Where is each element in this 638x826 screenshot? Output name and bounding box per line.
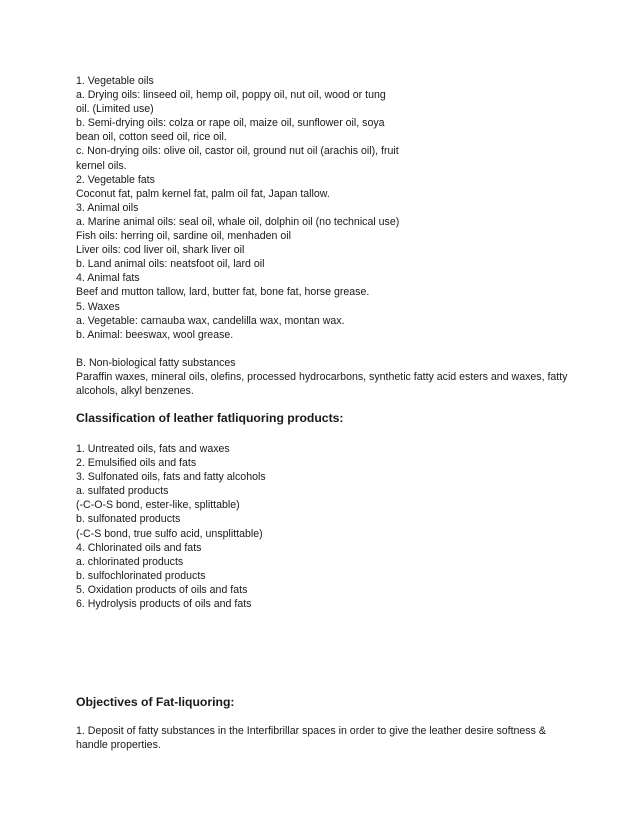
list-item: bean oil, cotton seed oil, rice oil. (76, 131, 227, 144)
list-item: b. Animal: beeswax, wool grease. (76, 328, 234, 341)
list-item: 2. Emulsified oils and fats (76, 457, 197, 470)
classification-section (76, 410, 576, 611)
non-biological-section (76, 356, 576, 398)
list-item: 4. Animal fats (76, 272, 140, 285)
list-item: 6. Hydrolysis products of oils and fats (76, 598, 252, 611)
section-title: B. Non-biological fatty substances (76, 357, 236, 369)
list-item: 1. Vegetable oils (76, 75, 154, 87)
list-item: a. chlorinated products (76, 555, 184, 568)
sources-section (76, 74, 576, 342)
list-item: b. sulfochlorinated products (76, 569, 206, 582)
section-text: Paraffin waxes, mineral oils, olefins, processed hydrocarbons, synthetic fatty acid esters and waxes, fatty alcohols, alkyl benzenes. (76, 371, 568, 398)
list-item: b. Semi-drying oils: colza or rape oil, maize oil, sunflower oil, soya (76, 117, 385, 130)
list-item: (-C-O-S bond, ester-like, splittable) (76, 499, 240, 512)
list-item: (-C-S bond, true sulfo acid, unsplittable) (76, 527, 263, 540)
list-item: 3. Animal oils (76, 201, 139, 214)
objectives-section (76, 694, 576, 752)
list-item: Fish oils: herring oil, sardine oil, menhaden oil (76, 230, 291, 243)
list-item: 1. Untreated oils, fats and waxes (76, 443, 230, 455)
section-heading: Classification of leather fatliquoring products: (76, 411, 344, 425)
list-item: Beef and mutton tallow, lard, butter fat, bone fat, horse grease. (76, 286, 370, 299)
list-item: 3. Sulfonated oils, fats and fatty alcohols (76, 471, 266, 484)
list-item: oil. (Limited use) (76, 103, 154, 116)
list-item: a. Drying oils: linseed oil, hemp oil, poppy oil, nut oil, wood or tung (76, 89, 386, 102)
list-item: b. Land animal oils: neatsfoot oil, lard oil (76, 258, 265, 271)
list-item: kernel oils. (76, 159, 127, 172)
section-text: 1. Deposit of fatty substances in the Interfibrillar spaces in order to give the leather desire softness & handle properties. (76, 725, 546, 752)
list-item: 4. Chlorinated oils and fats (76, 541, 202, 554)
list-item: b. sulfonated products (76, 513, 181, 526)
list-item: c. Non-drying oils: olive oil, castor oil, ground nut oil (arachis oil), fruit (76, 145, 399, 158)
list-item: 5. Oxidation products of oils and fats (76, 583, 248, 596)
section-heading: Objectives of Fat-liquoring: (76, 695, 235, 709)
list-item: 5. Waxes (76, 300, 120, 313)
list-item: 2. Vegetable fats (76, 173, 155, 186)
list-item: a. Vegetable: carnauba wax, candelilla wax, montan wax. (76, 314, 345, 327)
list-item: a. sulfated products (76, 485, 169, 498)
list-item: Liver oils: cod liver oil, shark liver oil (76, 244, 245, 257)
list-item: Coconut fat, palm kernel fat, palm oil fat, Japan tallow. (76, 187, 330, 200)
list-item: a. Marine animal oils: seal oil, whale oil, dolphin oil (no technical use) (76, 215, 400, 228)
